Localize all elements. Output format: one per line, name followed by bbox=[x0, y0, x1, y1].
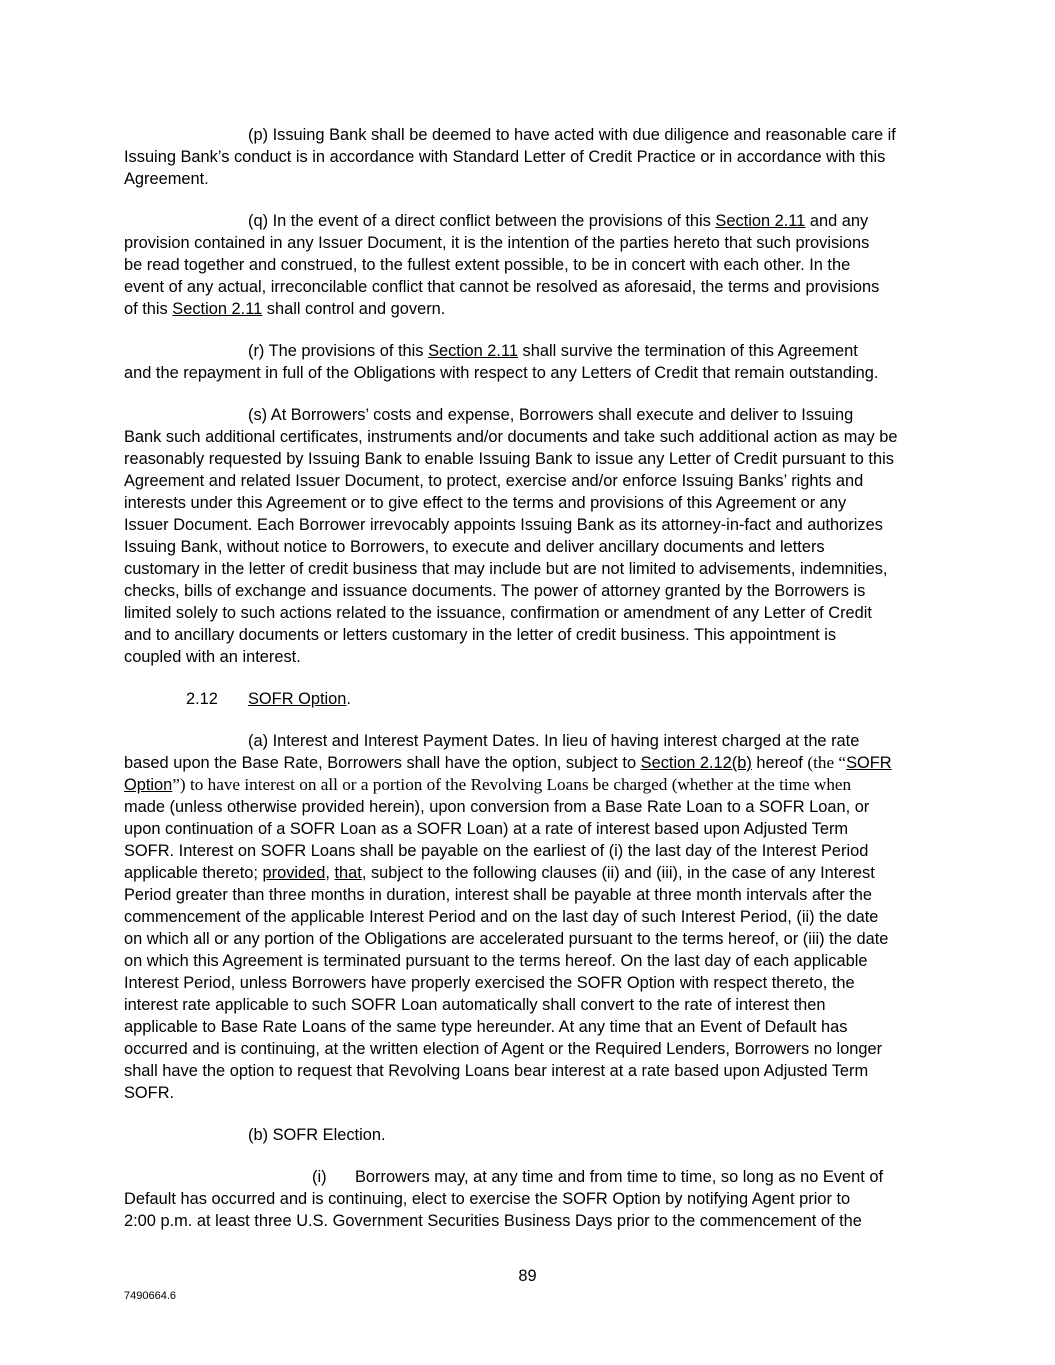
para-s-line: (s) At Borrowers’ costs and expense, Borrowers shall execute and deliver to Issuing bbox=[248, 406, 854, 424]
defined-term: provided bbox=[262, 864, 326, 882]
page-number: 89 bbox=[518, 1267, 537, 1285]
para-q-line-3: be read together and construed, to the fullest extent possible, to be in concert with each other. In the bbox=[124, 256, 851, 274]
para-a-line: on which all or any portion of the Obligations are accelerated pursuant to the terms hereof, or (iii) the date bbox=[124, 930, 889, 948]
section-reference: Section 2.12(b) bbox=[640, 754, 752, 772]
para-p-line-1: (p) Issuing Bank shall be deemed to have acted with due diligence and reasonable care if bbox=[248, 126, 896, 144]
defined-term: Option bbox=[124, 776, 173, 794]
para-a-line: commencement of the applicable Interest Period and on the last day of such Interest Period, (ii) the date bbox=[124, 908, 879, 926]
para-r-line-2: and the repayment in full of the Obligations with respect to any Letters of Credit that remain outstanding. bbox=[124, 364, 879, 382]
clause-i-label: (i) bbox=[312, 1168, 327, 1186]
para-p-line-2: Issuing Bank’s conduct is in accordance with Standard Letter of Credit Practice or in accordance with this bbox=[124, 148, 886, 166]
document-id: 7490664.6 bbox=[124, 1290, 176, 1302]
section-reference: Section 2.11 bbox=[172, 300, 263, 318]
para-s-line: Agreement and related Issuer Document, to protect, exercise and/or enforce Issuing Banks’ rights and bbox=[124, 472, 864, 490]
para-b-heading: (b) SOFR Election. bbox=[248, 1126, 386, 1144]
clause-i-line-1: Borrowers may, at any time and from time to time, so long as no Event of bbox=[355, 1168, 884, 1186]
para-s-line: and to ancillary documents or letters customary in the letter of credit business. This appointment is bbox=[124, 626, 837, 644]
para-q-line-2: provision contained in any Issuer Document, it is the intention of the parties hereto that such provisions bbox=[124, 234, 870, 252]
para-a-line-5: upon continuation of a SOFR Loan as a SOFR Loan) at a rate of interest based upon Adjusted Term bbox=[124, 820, 849, 838]
para-a-line: Interest Period, unless Borrowers have properly exercised the SOFR Option with respect thereto, the bbox=[124, 974, 855, 992]
section-reference: Section 2.11 bbox=[428, 342, 518, 360]
defined-term: SOFR bbox=[846, 754, 892, 772]
para-a-line: shall have the option to request that Revolving Loans bear interest at a rate based upon Adjusted Term bbox=[124, 1062, 869, 1080]
para-a-line: on which this Agreement is terminated pursuant to the terms hereof. On the last day of each applicable bbox=[124, 952, 868, 970]
para-s-line: Issuing Bank, without notice to Borrowers, to execute and deliver ancillary documents and letters bbox=[124, 538, 825, 556]
para-s-line: checks, bills of exchange and issuance documents. The power of attorney granted by the Borrowers is bbox=[124, 582, 866, 600]
para-a-line-4: made (unless otherwise provided herein), upon conversion from a Base Rate Loan to a SOFR Loan, or bbox=[124, 798, 870, 816]
para-s-line: limited solely to such actions related to the issuance, confirmation or amendment of any Letter of Credit bbox=[124, 604, 872, 622]
clause-i-line-2: Default has occurred and is continuing, elect to exercise the SOFR Option by notifying Agent prior to bbox=[124, 1190, 851, 1208]
para-q-line-5: of this Section 2.11 shall control and govern. bbox=[124, 300, 446, 318]
para-a-line-3: Option”) to have interest on all or a portion of the Revolving Loans be charged (whether at the time when bbox=[124, 775, 852, 794]
para-a-line-2: based upon the Base Rate, Borrowers shall have the option, subject to Section 2.12(b) hereof (the “SOFR bbox=[124, 753, 892, 772]
para-a-line: applicable to Base Rate Loans of the same type hereunder. At any time that an Event of Default has bbox=[124, 1018, 848, 1036]
para-p-line-3: Agreement. bbox=[124, 170, 209, 188]
para-a-line-6: SOFR. Interest on SOFR Loans shall be payable on the earliest of (i) the last day of the Interest Period bbox=[124, 842, 869, 860]
para-a-line: Period greater than three months in duration, interest shall be payable at three month intervals after the bbox=[124, 886, 873, 904]
para-s-line: reasonably requested by Issuing Bank to enable Issuing Bank to issue any Letter of Credit pursuant to this bbox=[124, 450, 894, 468]
para-a-line: interest rate applicable to such SOFR Loan automatically shall convert to the rate of interest then bbox=[124, 996, 826, 1014]
para-q-line-4: event of any actual, irreconcilable conflict that cannot be resolved as aforesaid, the terms and provisions bbox=[124, 278, 880, 296]
para-s-line: customary in the letter of credit business that may include but are not limited to advisements, indemnities, bbox=[124, 560, 888, 578]
section-heading: SOFR Option. bbox=[248, 690, 351, 708]
para-s-line: coupled with an interest. bbox=[124, 648, 301, 666]
para-a-line: occurred and is continuing, at the written election of Agent or the Required Lenders, Borrowers no longer bbox=[124, 1040, 883, 1058]
para-a-line-7: applicable thereto; provided, that, subject to the following clauses (ii) and (iii), in the case of any Interest bbox=[124, 864, 875, 882]
section-number: 2.12 bbox=[186, 690, 218, 708]
section-reference: Section 2.11 bbox=[715, 212, 806, 230]
para-a-line-1: (a) Interest and Interest Payment Dates. In lieu of having interest charged at the rate bbox=[248, 732, 860, 750]
para-r-line-1: (r) The provisions of this Section 2.11 shall survive the termination of this Agreement bbox=[248, 342, 858, 360]
para-a-line: SOFR. bbox=[124, 1084, 175, 1102]
para-s-line: interests under this Agreement or to give effect to the terms and provisions of this Agreement or any bbox=[124, 494, 847, 512]
clause-i-line-3: 2:00 p.m. at least three U.S. Government Securities Business Days prior to the commencement of the bbox=[124, 1212, 862, 1230]
para-s-line: Issuer Document. Each Borrower irrevocably appoints Issuing Bank as its attorney-in-fact and authorizes bbox=[124, 516, 883, 534]
section-title: SOFR Option bbox=[248, 690, 347, 708]
para-s-line: Bank such additional certificates, instruments and/or documents and take such additional action as may be bbox=[124, 428, 898, 446]
defined-term: that bbox=[334, 864, 362, 882]
para-q-line-1: (q) In the event of a direct conflict between the provisions of this Section 2.11 and any bbox=[248, 212, 869, 230]
